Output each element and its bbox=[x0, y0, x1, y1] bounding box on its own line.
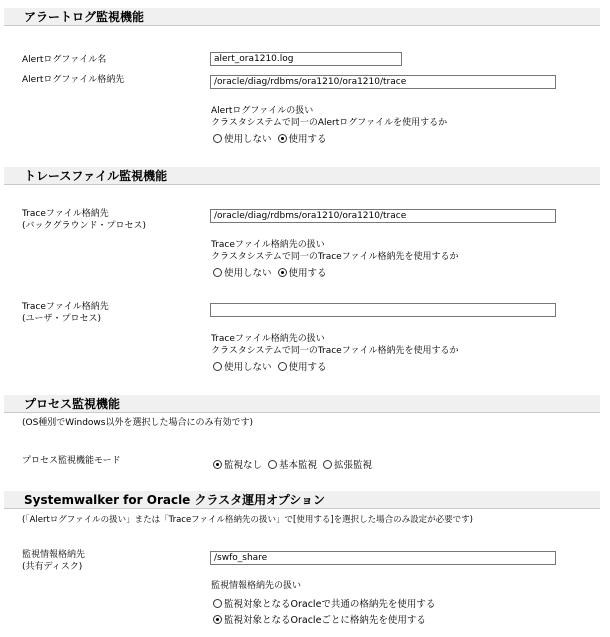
radio-icon[interactable] bbox=[213, 134, 222, 143]
cluster-handling-label: 監視情報格納先の扱い bbox=[211, 581, 302, 591]
alert-dest-input[interactable]: /oracle/diag/rdbms/ora1210/ora1210/trace bbox=[210, 75, 556, 89]
cluster-dest-sublabel: (共有ディスク) bbox=[22, 562, 83, 572]
radio-icon[interactable] bbox=[213, 362, 222, 371]
trace-user-handling-label: Traceファイル格納先の扱い bbox=[211, 334, 325, 344]
alert-handling-label: Alertログファイルの扱い bbox=[211, 106, 314, 116]
cluster-opt-each[interactable]: 監視対象となるOracleごとに格納先を使用する bbox=[213, 612, 426, 626]
radio-selected-icon[interactable] bbox=[213, 615, 222, 624]
process-opt-none[interactable]: 監視なし bbox=[213, 457, 262, 471]
trace-bg-label: Traceファイル格納先 bbox=[22, 209, 109, 219]
cluster-note: (「Alertログファイルの扱い」または「Traceファイル格納先の扱い」で[使用する]を選択した場合のみ設定が必要です) bbox=[22, 515, 473, 525]
cluster-opt-common[interactable]: 監視対象となるOracleで共通の格納先を使用する bbox=[213, 596, 435, 610]
process-mode-label: プロセス監視機能モード bbox=[22, 456, 121, 466]
radio-selected-icon[interactable] bbox=[213, 460, 222, 469]
trace-user-sublabel: (ユーザ・プロセス) bbox=[22, 314, 102, 324]
alert-handling-radio-group bbox=[213, 131, 333, 145]
trace-user-opt-yes[interactable]: 使用する bbox=[278, 359, 327, 373]
alert-opt-yes[interactable]: 使用する bbox=[278, 131, 327, 145]
alert-handling-question: クラスタシステムで同一のAlertログファイルを使用するか bbox=[211, 118, 448, 128]
trace-user-label: Traceファイル格納先 bbox=[22, 302, 109, 312]
trace-bg-handling-label: Traceファイル格納先の扱い bbox=[211, 240, 325, 250]
trace-bg-input[interactable]: /oracle/diag/rdbms/ora1210/ora1210/trace bbox=[210, 209, 556, 223]
alert-dest-label: Alertログファイル格納先 bbox=[22, 75, 125, 85]
trace-user-radio-group bbox=[213, 359, 333, 373]
alert-opt-no[interactable]: 使用しない bbox=[213, 131, 272, 145]
radio-icon[interactable] bbox=[213, 268, 222, 277]
trace-bg-sublabel: (バックグラウンド・プロセス) bbox=[22, 221, 147, 231]
radio-icon[interactable] bbox=[268, 460, 277, 469]
radio-selected-icon[interactable] bbox=[278, 134, 287, 143]
cluster-section-title: Systemwalker for Oracle クラスタ運用オプション bbox=[4, 491, 600, 509]
trace-user-input[interactable] bbox=[210, 303, 556, 317]
trace-bg-radio-group bbox=[213, 265, 333, 279]
cluster-opt-each-row bbox=[213, 612, 432, 626]
radio-selected-icon[interactable] bbox=[278, 268, 287, 277]
cluster-dest-input[interactable]: /swfo_share bbox=[210, 551, 556, 565]
cluster-opt-common-row bbox=[213, 596, 441, 610]
alert-file-name-label: Alertログファイル名 bbox=[22, 55, 107, 65]
alert-section-title: アラートログ監視機能 bbox=[4, 8, 600, 26]
radio-icon[interactable] bbox=[323, 460, 332, 469]
trace-user-opt-no[interactable]: 使用しない bbox=[213, 359, 272, 373]
trace-bg-handling-question: クラスタシステムで同一のTraceファイル格納先を使用するか bbox=[211, 252, 459, 262]
radio-icon[interactable] bbox=[278, 362, 287, 371]
alert-file-name-input[interactable]: alert_ora1210.log bbox=[210, 52, 402, 66]
process-opt-ext[interactable]: 拡張監視 bbox=[323, 457, 372, 471]
trace-bg-opt-no[interactable]: 使用しない bbox=[213, 265, 272, 279]
trace-section-title: トレースファイル監視機能 bbox=[4, 167, 600, 185]
process-note: (OS種別でWindows以外を選択した場合にのみ有効です) bbox=[22, 418, 253, 428]
process-section-title: プロセス監視機能 bbox=[4, 395, 600, 413]
process-mode-radio-group bbox=[213, 457, 378, 471]
process-opt-basic[interactable]: 基本監視 bbox=[268, 457, 317, 471]
radio-icon[interactable] bbox=[213, 599, 222, 608]
trace-user-handling-question: クラスタシステムで同一のTraceファイル格納先を使用するか bbox=[211, 346, 459, 356]
trace-bg-opt-yes[interactable]: 使用する bbox=[278, 265, 327, 279]
cluster-dest-label: 監視情報格納先 bbox=[22, 550, 86, 560]
